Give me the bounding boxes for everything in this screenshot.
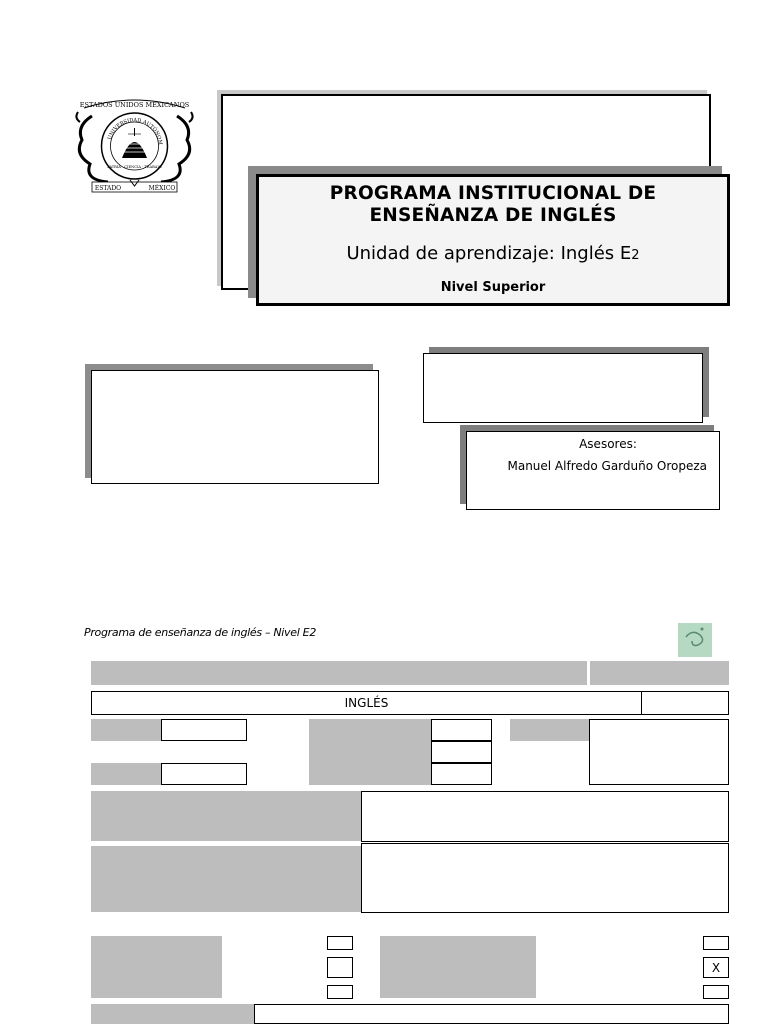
left-info-box <box>91 370 379 484</box>
value-cell-b <box>161 763 247 785</box>
checkbox-g3[interactable] <box>327 985 353 999</box>
label-cell-i <box>91 1004 255 1024</box>
subject-code-cell <box>641 691 729 715</box>
value-cell-i <box>254 1004 729 1024</box>
subject-cell: INGLÉS <box>91 691 642 715</box>
header-cell-wide <box>91 661 587 685</box>
checkbox-g1[interactable] <box>327 936 353 950</box>
checkbox-h3[interactable] <box>703 985 729 999</box>
advisors-label: Asesores: <box>579 437 637 451</box>
label-cell-b <box>91 763 161 785</box>
seal-bottom-left: ESTADO <box>94 185 122 192</box>
label-cell-h <box>380 936 536 998</box>
advisors-box <box>466 431 720 510</box>
value-cell-f <box>361 843 729 913</box>
seal-top-text: ESTADOS UNIDOS MEXICANOS <box>79 101 190 109</box>
label-cell-f <box>91 846 361 912</box>
checkbox-h2-checked[interactable]: X <box>703 957 729 978</box>
program-logo <box>678 623 712 657</box>
label-cell-a <box>91 719 161 741</box>
advisor-name: Manuel Alfredo Garduño Oropeza <box>507 459 707 473</box>
program-title: PROGRAMA INSTITUCIONAL DE ENSEÑANZA DE INGLÉS <box>329 183 657 226</box>
value-cell-c2 <box>431 741 492 763</box>
value-cell-c1 <box>431 719 492 741</box>
label-cell-g <box>91 936 222 998</box>
unit-subtitle: Unidad de aprendizaje: Inglés E2 <box>346 243 640 264</box>
header-cell-narrow <box>590 661 729 685</box>
seal-bottom-right: MÉXICO <box>148 185 176 192</box>
value-cell-e <box>361 791 729 842</box>
title-box <box>256 174 730 306</box>
value-cell-a <box>161 719 247 741</box>
checkbox-h1[interactable] <box>703 936 729 950</box>
label-cell-c <box>309 719 431 785</box>
value-cell-d <box>589 719 729 785</box>
seal-university-text: UNIVERSIDAD AUTÓNOM <box>106 117 164 146</box>
checkbox-g2[interactable] <box>327 957 353 978</box>
value-cell-c3 <box>431 763 492 785</box>
running-header: Programa de enseñanza de inglés – Nivel E2 <box>84 626 317 639</box>
swirl-icon <box>678 623 712 657</box>
level-label: Nivel Superior <box>440 280 546 295</box>
university-seal <box>72 96 197 200</box>
right-info-box <box>423 353 703 423</box>
seal-motto: PATRIA · CIENCIA · TRABAJO <box>107 165 162 169</box>
label-cell-d <box>510 719 589 741</box>
label-cell-e <box>91 791 361 841</box>
